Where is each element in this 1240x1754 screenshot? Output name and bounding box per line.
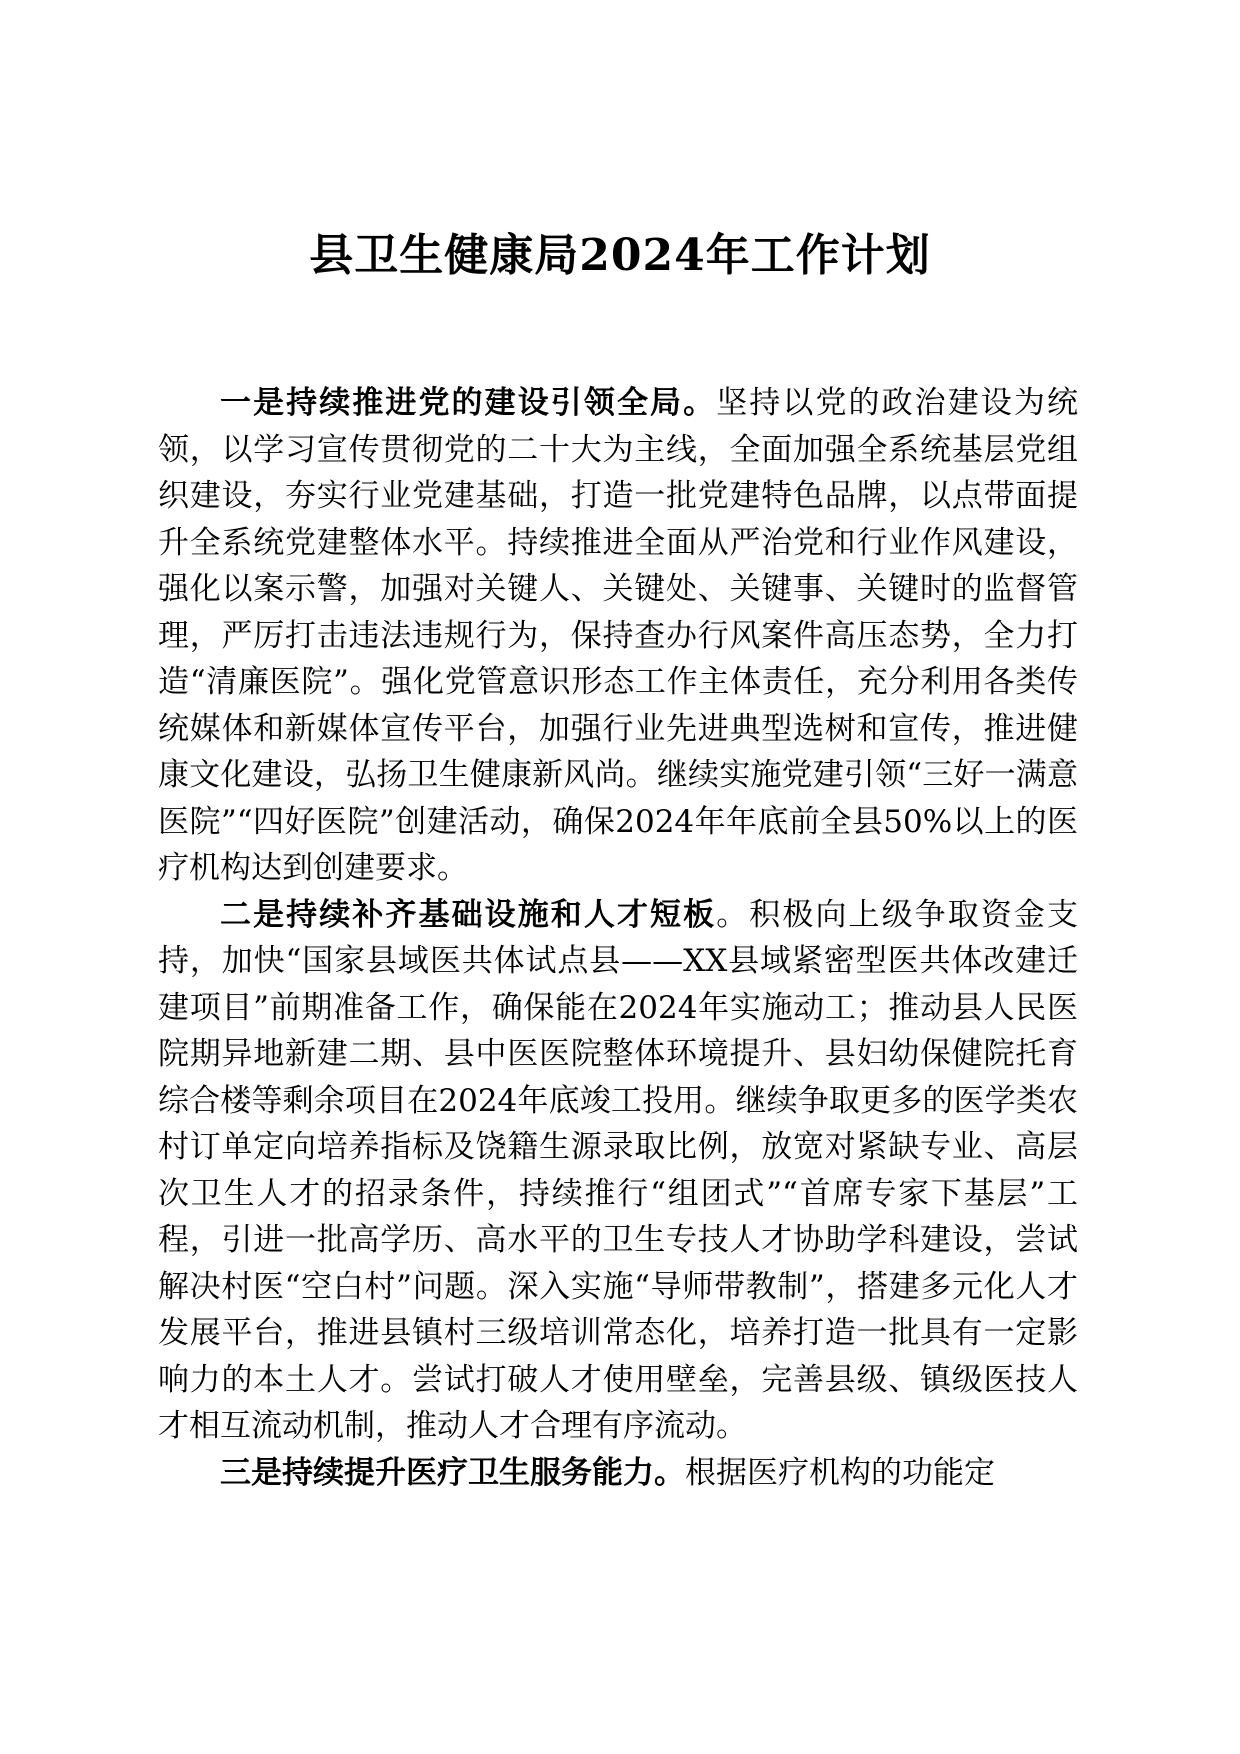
- paragraph-2-lead: 二是持续补齐基础设施和人才短板: [220, 896, 717, 933]
- paragraph-1-text: 坚持以党的政治建设为统领，以学习宣传贯彻党的二十大为主线，全面加强全系统基层党组织建设，夯实行业党建基础，打造一批党建特色品牌，以点带面提升全系统党建整体水平。持续推进全面从严治党和行业作风建设，强化以案示警，加强对关键人、关键处、关键事、关键时的监督管理，严厉打击违法违规行为，保持查办行风案件高压态势，全力打造“清廉医院”。强化党管意识形态工作主体责任，充分利用各类传统媒体和新媒体宣传平台，加强行业先进典型选树和宣传，推进健康文化建设，弘扬卫生健康新风尚。继续实施党建引领“三好一满意医院”“四好医院”创建活动，确保2024年年底前全县50%以上的医疗机构达到创建要求。: [158, 385, 1079, 886]
- paragraph-1-lead: 一是持续推进党的建设引领全局。: [220, 385, 717, 421]
- document-body: [158, 380, 1078, 1496]
- paragraph-3-text: 根据医疗机构的功能定: [685, 1454, 995, 1491]
- document-title: 县卫生健康局2024年工作计划: [309, 230, 931, 281]
- paragraph-2-text: 。积极向上级争取资金支持，加快“国家县域医共体试点县——XX县域紧密型医共体改建迁建项目”前期准备工作，确保能在2024年实施动工；推动县人民医院期异地新建二期、县中医医院整体环境提升、县妇幼保健院托育综合楼等剩余项目在2024年底竣工投用。继续争取更多的医学类农村订单定向培养指标及饶籍生源录取比例，放宽对紧缺专业、高层次卫生人才的招录条件，持续推行“组团式”“首席专家下基层”工程，引进一批高学历、高水平的卫生专技人才协助学科建设，尝试解决村医“空白村”问题。深入实施“导师带教制”，搭建多元化人才发展平台，推进县镇村三级培训常态化，培养打造一批具有一定影响力的本土人才。尝试打破人才使用壁垒，完善县级、镇级医技人才相互流动机制，推动人才合理有序流动。: [158, 896, 1079, 1444]
- paragraph-2: [158, 892, 1078, 1450]
- paragraph-3: [158, 1450, 1078, 1497]
- paragraph-3-lead: 三是持续提升医疗卫生服务能力。: [220, 1454, 685, 1491]
- paragraph-1: [158, 380, 1078, 892]
